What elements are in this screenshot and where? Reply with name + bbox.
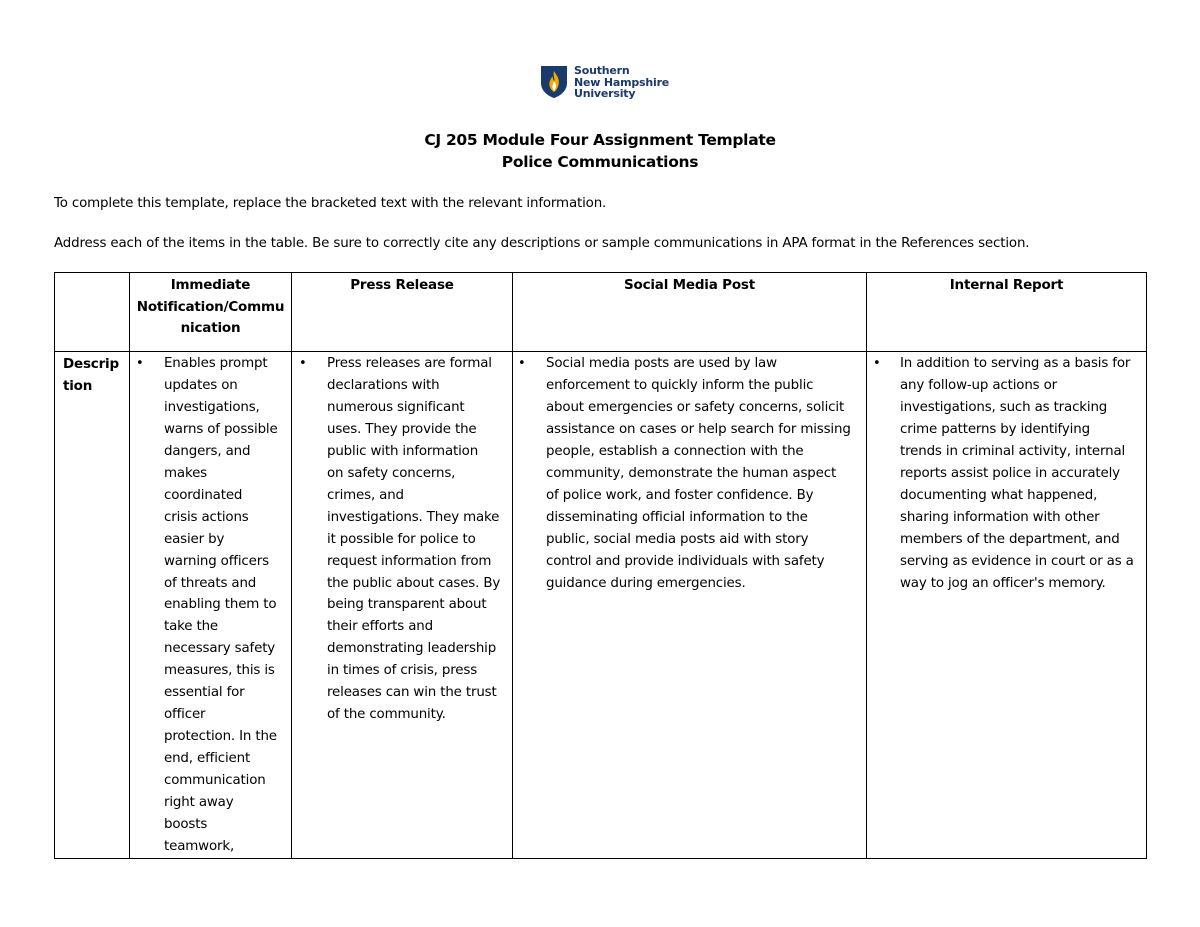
text-line: releases can win the trust	[327, 685, 497, 701]
text-line: Social media posts are used by law	[546, 356, 777, 371]
row-label-description	[55, 352, 130, 859]
text-line: any follow-up actions or	[900, 377, 1057, 393]
text-line: enforcement to quickly inform the public	[546, 377, 814, 393]
instruction-text-1: To complete this template, replace the bracketed text with the relevant information.	[54, 196, 607, 211]
text-line: updates on	[164, 377, 238, 393]
text-line: request information from	[327, 553, 492, 569]
text-line: dangers, and	[164, 443, 251, 459]
cell-text	[130, 352, 291, 858]
text-line: right away	[164, 795, 234, 811]
header-line: Immediate	[170, 277, 251, 293]
text-line: take the	[164, 619, 219, 635]
text-line: of police work, and foster confidence. By	[546, 487, 814, 503]
cell-text	[292, 352, 512, 726]
text-line: of threats and	[164, 575, 257, 591]
text-line: serving as evidence in court or as a	[900, 553, 1134, 569]
title-line-2: Police Communications	[501, 153, 699, 171]
text-line: end, efficient	[164, 751, 251, 767]
text-line: being transparent about	[327, 597, 487, 613]
text-line: people, establish a connection with the	[546, 443, 804, 459]
text-line: In addition to serving as a basis for	[900, 356, 1131, 371]
cell-immediate-description	[130, 352, 292, 859]
cell-internal-description	[867, 352, 1147, 859]
logo-line-3: University	[574, 87, 636, 100]
text-line: measures, this is	[164, 663, 275, 679]
text-line: crisis actions	[164, 509, 249, 525]
text-line: community, demonstrate the human aspect	[546, 465, 837, 481]
header-line: nication	[180, 320, 241, 336]
text-line: their efforts and	[327, 619, 433, 635]
text-line: demonstrating leadership	[327, 641, 497, 657]
university-logo	[540, 65, 669, 100]
text-line: teamwork,	[164, 838, 235, 854]
cell-social-description	[513, 352, 867, 859]
text-line: uses. They provide the	[327, 421, 477, 437]
text-line: disseminating official information to the	[546, 509, 808, 525]
title-line-1: CJ 205 Module Four Assignment Template	[424, 131, 776, 149]
text-line: of the community.	[327, 707, 446, 723]
text-line: sharing information with other	[900, 509, 1100, 525]
row-label-line: tion	[63, 378, 93, 394]
text-line: crimes, and	[327, 487, 404, 503]
text-line: guidance during emergencies.	[546, 575, 746, 591]
logo-line-1: Southern	[574, 64, 630, 77]
text-line: officer	[164, 707, 206, 723]
bullet-icon: •	[136, 356, 144, 371]
bullet-icon: •	[518, 356, 526, 371]
text-line: investigations, such as tracking	[900, 399, 1108, 415]
header-corner-cell	[55, 273, 130, 352]
text-line: investigations,	[164, 399, 260, 415]
header-social-media-post: Social Media Post	[513, 273, 867, 352]
text-line: easier by	[164, 531, 225, 547]
text-line: in times of crisis, press	[327, 663, 478, 679]
text-line: it possible for police to	[327, 531, 476, 547]
text-line: public, social media posts aid with story	[546, 531, 809, 547]
row-label-line: Descrip	[63, 356, 119, 372]
bullet-icon: •	[873, 356, 881, 371]
table-header-row	[55, 273, 1147, 352]
text-line: way to jog an officer's memory.	[900, 575, 1106, 591]
text-line: reports assist police in accurately	[900, 465, 1120, 481]
header-line: Notification/Commu	[136, 298, 285, 315]
bullet-icon: •	[299, 356, 307, 371]
header-internal-report: Internal Report	[867, 273, 1147, 352]
instruction-text-2: Address each of the items in the table. Be sure to correctly cite any descriptions or sample communications in APA format in the References section.	[54, 236, 1030, 251]
text-line: documenting what happened,	[900, 487, 1098, 503]
text-line: members of the department, and	[900, 531, 1120, 547]
text-line: about emergencies or safety concerns, solicit	[546, 399, 845, 415]
text-line: trends in criminal activity, internal	[900, 443, 1126, 459]
document-title	[0, 129, 1200, 173]
text-line: coordinated	[164, 487, 243, 503]
text-line: Enables prompt	[164, 356, 268, 371]
text-line: public with information	[327, 443, 479, 459]
text-line: Press releases are formal	[327, 356, 492, 371]
cell-text	[513, 352, 866, 594]
text-line: communication	[164, 773, 266, 789]
text-line: boosts	[164, 817, 208, 833]
text-line: declarations with	[327, 377, 440, 393]
logo-wordmark	[574, 65, 669, 100]
cell-text	[867, 352, 1146, 594]
text-line: investigations. They make	[327, 509, 500, 525]
text-line: on safety concerns,	[327, 465, 456, 481]
logo-line-2: New Hampshire	[574, 75, 670, 89]
text-line: numerous significant	[327, 399, 465, 415]
text-line: warning officers	[164, 553, 269, 569]
text-line: protection. In the	[164, 729, 277, 745]
text-line: makes	[164, 465, 207, 481]
table-row-description	[55, 352, 1147, 859]
text-line: crime patterns by identifying	[900, 421, 1090, 437]
flame-shield-icon	[540, 65, 568, 99]
text-line: the public about cases. By	[327, 575, 501, 591]
text-line: enabling them to	[164, 597, 277, 613]
text-line: necessary safety	[164, 641, 276, 657]
cell-press-description	[292, 352, 513, 859]
text-line: essential for	[164, 685, 245, 701]
header-press-release: Press Release	[292, 273, 513, 352]
text-line: control and provide individuals with safety	[546, 553, 825, 569]
text-line: assistance on cases or help search for missing	[546, 421, 851, 437]
communications-table	[54, 272, 1147, 859]
text-line: warns of possible	[164, 421, 278, 437]
header-immediate-notification	[130, 273, 292, 352]
